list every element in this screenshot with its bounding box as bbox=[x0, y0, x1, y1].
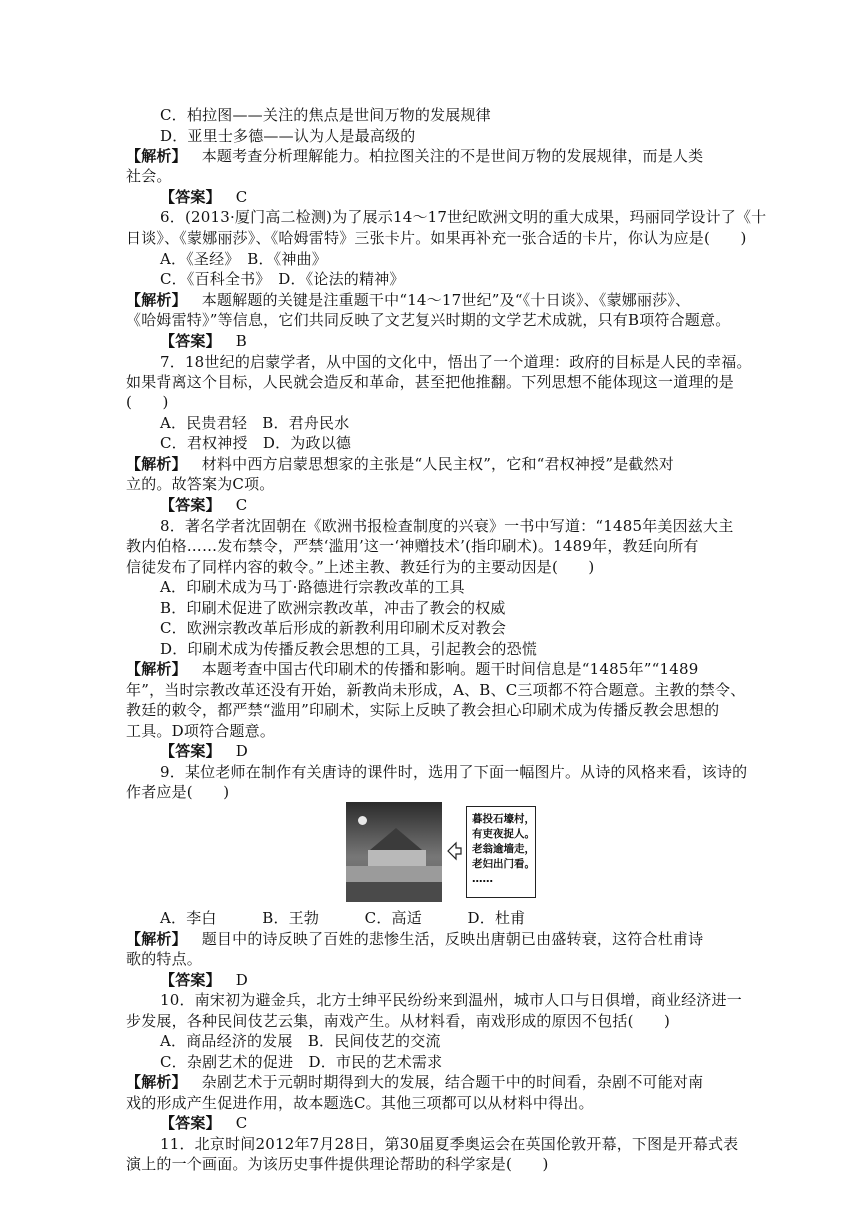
poem-line: 老翁逾墙走， bbox=[472, 843, 535, 855]
answer-label: 【答案】 bbox=[160, 188, 221, 206]
question-7: 7．18世纪的启蒙学者，从中国的文化中，悟出了一个道理：政府的目标是人民的幸福。 bbox=[160, 353, 752, 371]
analysis-label: 【解析】 bbox=[126, 455, 187, 473]
option-a: A．印刷术成为马丁·路德进行宗教改革的工具 bbox=[160, 578, 465, 596]
answer-line bbox=[160, 495, 247, 515]
arrow-left-icon bbox=[446, 840, 462, 862]
analysis-label: 【解析】 bbox=[126, 930, 187, 948]
analysis-text: 本题解题的关键是注重题干中“14～17世纪”及“《十日谈》、《蒙娜丽莎》、 bbox=[201, 291, 691, 309]
analysis-continued: 立的。故答案为C项。 bbox=[126, 475, 275, 493]
analysis-label: 【解析】 bbox=[126, 147, 187, 165]
question-11-continued: 演上的一个画面。为该历史事件提供理论帮助的科学家是( ) bbox=[126, 1155, 549, 1173]
analysis-continued: 《哈姆雷特》”等信息，它们共同反映了文艺复兴时期的文学艺术成就，只有B项符合题意。 bbox=[126, 311, 731, 329]
answer-value: B bbox=[235, 332, 247, 350]
ground-shape bbox=[346, 882, 442, 902]
answer-line bbox=[160, 1113, 247, 1133]
answer-label: 【答案】 bbox=[160, 332, 221, 350]
analysis-line bbox=[126, 454, 674, 474]
poem-figure bbox=[346, 802, 542, 902]
answer-line bbox=[160, 187, 247, 207]
option-d: D．印刷术成为传播反教会思想的工具，引起教会的恐慌 bbox=[160, 640, 538, 658]
option-d: D．亚里士多德——认为人是最高级的 bbox=[160, 127, 416, 145]
answer-value: D bbox=[235, 971, 248, 989]
analysis-text: 杂剧艺术于元朝时期得到大的发展，结合题干中的时间看，杂剧不可能对南 bbox=[201, 1073, 704, 1091]
question-10: 10．南宋初为避金兵，北方士绅平民纷纷来到温州，城市人口与日俱增，商业经济进一 bbox=[160, 991, 742, 1009]
options-cd: C．杂剧艺术的促进 D．市民的艺术需求 bbox=[160, 1053, 443, 1071]
question-10-continued: 步发展，各种民间伎艺云集，南戏产生。从材料看，南戏形成的原因不包括( ) bbox=[126, 1012, 671, 1030]
analysis-continued: 歌的特点。 bbox=[126, 950, 203, 968]
poem-line: 老妇出门看。 bbox=[472, 858, 535, 870]
question-9-continued: 作者应是( ) bbox=[126, 783, 230, 801]
analysis-text: 题目中的诗反映了百姓的悲惨生活，反映出唐朝已由盛转衰，这符合杜甫诗 bbox=[201, 930, 704, 948]
answer-value: D bbox=[235, 742, 248, 760]
poem-line: …… bbox=[472, 873, 493, 885]
analysis-continued: 工具。D项符合题意。 bbox=[126, 722, 276, 740]
option-c: C．欧洲宗教改革后形成的新教利用印刷术反对教会 bbox=[160, 619, 507, 637]
analysis-text: 本题考查中国古代印刷术的传播和影响。题干时间信息是“1485年”“1489 bbox=[201, 660, 699, 678]
analysis-continued: 教廷的敕令，都严禁“滥用”印刷术，实际上反映了教会担心印刷术成为传播反教会思想的 bbox=[126, 701, 720, 719]
answer-label: 【答案】 bbox=[160, 496, 221, 514]
analysis-continued: 年”，当时宗教改革还没有开始，新教尚未形成，A、B、C三项都不符合题意。主教的禁令、 bbox=[126, 681, 746, 699]
analysis-line bbox=[126, 290, 690, 310]
analysis-line bbox=[126, 146, 703, 166]
question-8-continued: 教内伯格……发布禁令，严禁‘滥用’这一‘神赠技术’(指印刷术)。1489年，教廷向所有 bbox=[126, 537, 699, 555]
question-11: 11．北京时间2012年7月28日，第30届夏季奥运会在英国伦敦开幕，下图是开幕式表 bbox=[160, 1135, 739, 1153]
answer-label: 【答案】 bbox=[160, 1114, 221, 1132]
analysis-continued: 戏的形成产生促进作用，故本题选C。其他三项都可以从材料中得出。 bbox=[126, 1094, 594, 1112]
question-8-continued: 信徒发布了同样内容的敕令。”上述主教、教廷行为的主要动因是( ) bbox=[126, 558, 595, 576]
options-cd: C．《百科全书》 D．《论法的精神》 bbox=[160, 270, 405, 288]
question-7-continued: 如果背离这个目标，人民就会造反和革命，甚至把他推翻。下列思想不能体现这一道理的是 bbox=[126, 373, 735, 391]
analysis-continued: 社会。 bbox=[126, 167, 172, 185]
moon-shape bbox=[358, 816, 367, 825]
options-ab: A．民贵君轻 B．君舟民水 bbox=[160, 414, 350, 432]
poem-line: 暮投石壕村， bbox=[472, 813, 535, 825]
answer-label: 【答案】 bbox=[160, 971, 221, 989]
answer-value: C bbox=[235, 188, 248, 206]
roof-shape bbox=[370, 828, 422, 850]
answer-value: C bbox=[235, 1114, 248, 1132]
answer-line bbox=[160, 331, 247, 351]
question-7-blank: ( ) bbox=[126, 393, 169, 411]
question-9: 9．某位老师在制作有关唐诗的课件时，选用了下面一幅图片。从诗的风格来看，该诗的 bbox=[160, 763, 748, 781]
options-cd: C．君权神授 D．为政以德 bbox=[160, 434, 352, 452]
analysis-line bbox=[126, 1072, 703, 1092]
analysis-label: 【解析】 bbox=[126, 1073, 187, 1091]
analysis-text: 材料中西方启蒙思想家的主张是“人民主权”，它和“君权神授”是截然对 bbox=[201, 455, 674, 473]
answer-line bbox=[160, 741, 248, 761]
options-ab: A．商品经济的发展 B．民间伎艺的交流 bbox=[160, 1032, 441, 1050]
answer-line bbox=[160, 970, 248, 990]
analysis-label: 【解析】 bbox=[126, 291, 187, 309]
night-village-image bbox=[346, 802, 442, 902]
analysis-line bbox=[126, 929, 703, 949]
options-abcd: A．李白 B．王勃 C．高适 D．杜甫 bbox=[160, 909, 526, 927]
analysis-text: 本题考查分析理解能力。柏拉图关注的不是世间万物的发展规律，而是人类 bbox=[201, 147, 704, 165]
analysis-label: 【解析】 bbox=[126, 660, 187, 678]
option-b: B．印刷术促进了欧洲宗教改革，冲击了教会的权威 bbox=[160, 599, 506, 617]
question-6: 6．(2013·厦门高二检测)为了展示14～17世纪欧洲文明的重大成果，玛丽同学设计了《十 bbox=[160, 208, 767, 226]
option-c: C．柏拉图——关注的焦点是世间万物的发展规律 bbox=[160, 106, 491, 124]
question-8: 8．著名学者沈固朝在《欧洲书报检查制度的兴衰》一书中写道：“1485年美因兹大主 bbox=[160, 517, 734, 535]
answer-label: 【答案】 bbox=[160, 742, 221, 760]
analysis-line bbox=[126, 659, 698, 679]
wall-shape bbox=[346, 866, 442, 882]
options-ab: A．《圣经》 B．《神曲》 bbox=[160, 250, 327, 268]
answer-value: C bbox=[235, 496, 248, 514]
question-6-continued: 日谈》、《蒙娜丽莎》、《哈姆雷特》三张卡片。如果再补充一张合适的卡片，你认为应是( ) bbox=[126, 229, 747, 247]
poem-box bbox=[466, 806, 536, 898]
poem-line: 有吏夜捉人。 bbox=[472, 828, 535, 840]
